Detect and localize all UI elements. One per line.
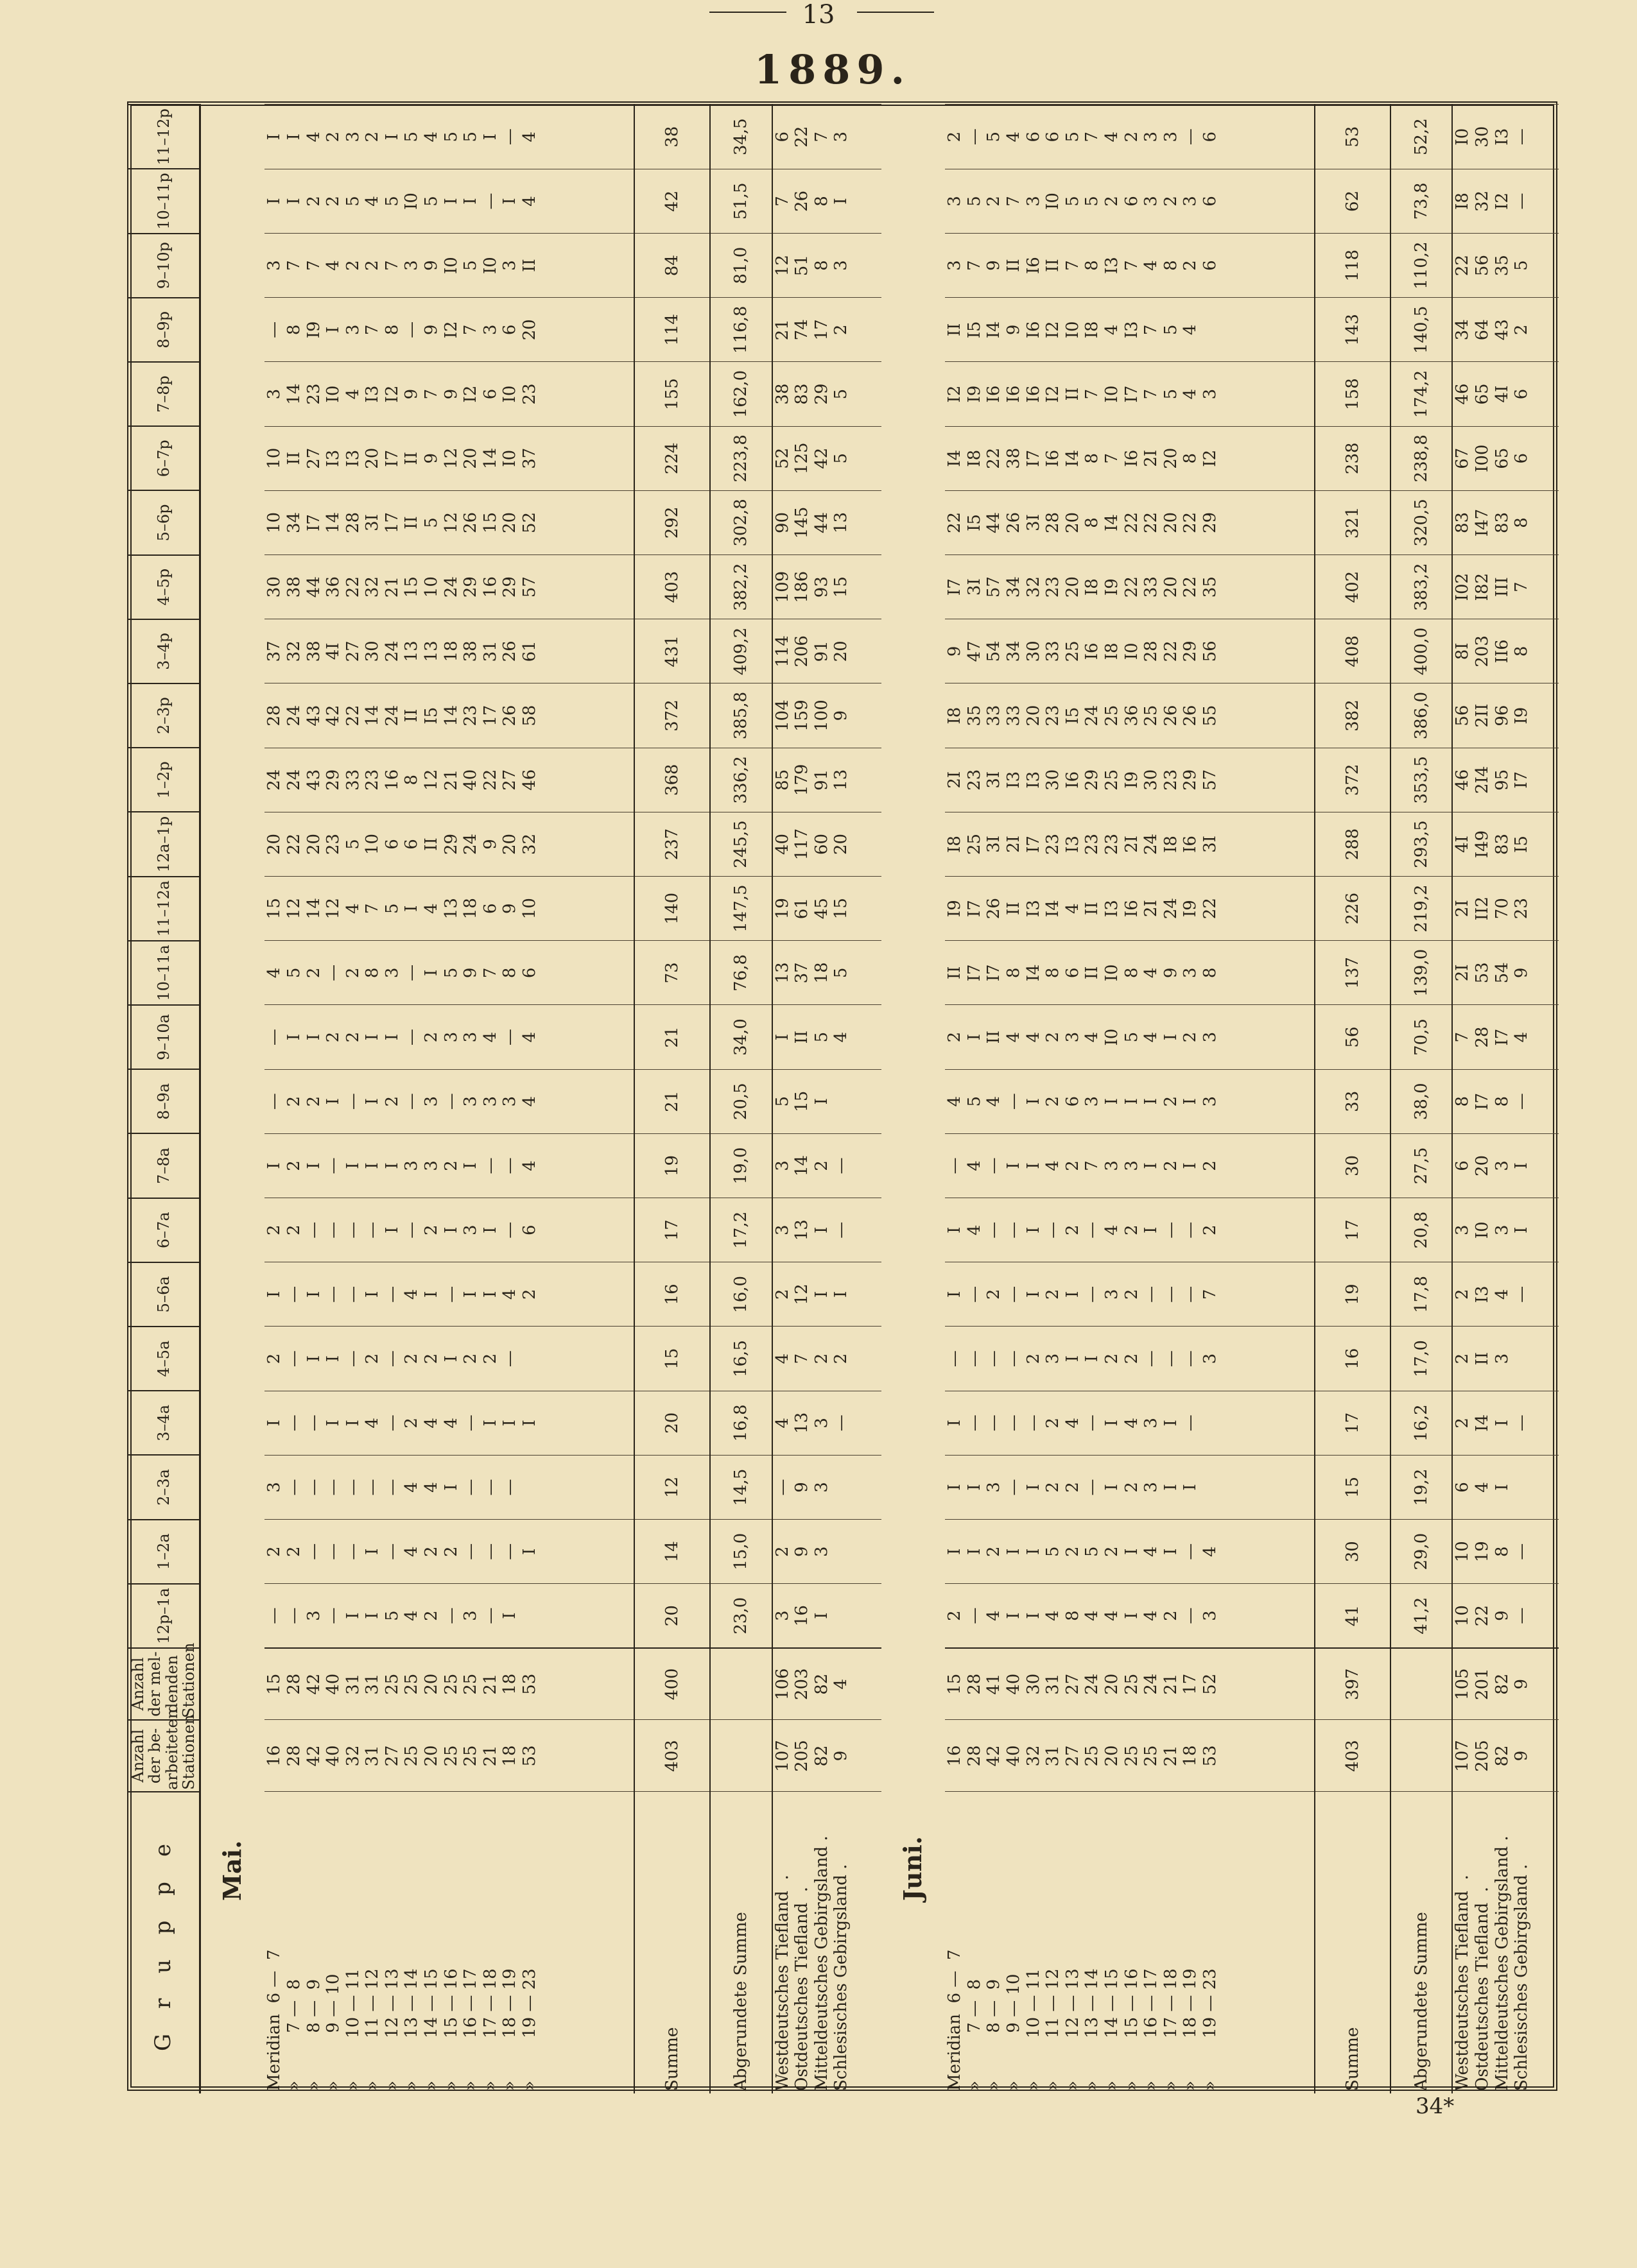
region-hour-column: 4 7 2 2	[772, 1327, 881, 1391]
region-hour-column: 4 13 3 —	[772, 1391, 881, 1455]
hourly-count-column: 3 14 23 I0 4 I3 I2 9 7 9 I2 6 I0 23	[264, 362, 634, 426]
region-hour-column: 13 37 18 5	[772, 941, 881, 1005]
sum-hour-cell: 62	[1315, 169, 1390, 233]
sum-stations-reporting: 400	[634, 1648, 710, 1720]
region-hour-column: 7 28 I7 4	[1452, 1005, 1559, 1069]
rounded-sum-cell: 17,8	[1390, 1262, 1453, 1327]
rounded-empty	[710, 1648, 772, 1720]
header-hour: 9–10p	[128, 234, 200, 298]
month-title: Mai.	[218, 1840, 247, 1901]
sum-hour-cell: 17	[1315, 1391, 1390, 1455]
region-hour-column: 6 4 I	[1452, 1455, 1559, 1519]
sum-stations-processed: 403	[1315, 1720, 1390, 1792]
header-stations-reporting: Anzahl der mel- denden Stationen	[128, 1648, 200, 1720]
hourly-count-column: 2 I II 4 4 2 3 4 I0 5 4 I 2 3	[945, 1005, 1315, 1069]
rounded-sum-cell: 29,0	[1390, 1520, 1453, 1584]
rounded-sum-cell: 14,5	[710, 1455, 772, 1519]
rounded-sum-cell: 174,2	[1390, 362, 1453, 426]
region-hour-column: 3 16 I	[772, 1584, 881, 1648]
region-stations-processed: 107 205 82 9	[1452, 1720, 1559, 1792]
region-hour-column: 2 9 3	[772, 1520, 881, 1584]
stations-reporting-column: 15 28 41 40 30 31 27 24 20 25 24 21 17 52	[945, 1648, 1315, 1720]
region-hour-column: 2 II 3	[1452, 1327, 1559, 1391]
rounded-sum-cell: 116,8	[710, 298, 772, 362]
hourly-count-column: 9 47 54 34 30 33 25 I6 I8 I0 28 22 29 56	[945, 619, 1315, 683]
header-hour: 2–3a	[128, 1455, 200, 1519]
rounded-sum-cell: 16,5	[710, 1327, 772, 1391]
hourly-count-column: I I 4 2 3 2 I 5 4 5 5 I — 4	[264, 105, 634, 169]
header-hour: 11–12p	[128, 105, 200, 169]
sum-hour-cell: 15	[634, 1327, 710, 1391]
hourly-count-column: 20 22 20 23 5 10 6 6 II 29 24 9 20 32	[264, 812, 634, 876]
rounded-sum-cell: 15,0	[710, 1520, 772, 1584]
sum-hour-cell: 118	[1315, 234, 1390, 298]
region-hour-column: 3 14 2 —	[772, 1133, 881, 1198]
meridian-group-labels: Meridian 6 — 7 » 7 — 8 » 8 — 9 » 9 — 10 » 10 — 11 » 11 — 12 » 12 — 13 » 13 — 14 » 14 — 15 » 15 — 16 » 16 — 17 » 17 — 18 » 18 — 19 » 19 — 23	[945, 1792, 1315, 2093]
sum-hour-cell: 226	[1315, 877, 1390, 941]
region-hour-column: 3 13 I —	[772, 1198, 881, 1262]
rounded-sum-cell: 336,2	[710, 748, 772, 812]
hourly-count-column: I — I — — I — 4 I — I I 4 2	[264, 1262, 634, 1327]
hourly-count-column: I 4 — — I — 2 — 4 2 I — — 2	[945, 1198, 1315, 1262]
sum-stations-processed: 403	[634, 1720, 710, 1792]
sum-hour-cell: 238	[1315, 426, 1390, 490]
sum-hour-cell: 84	[634, 234, 710, 298]
rounded-sum-cell: 245,5	[710, 812, 772, 876]
header-hour: 11–12a	[128, 877, 200, 941]
header-hour: 4–5p	[128, 555, 200, 619]
rounded-sum-cell: 383,2	[1390, 555, 1453, 619]
hourly-count-column: 22 I5 44 26 3I 28 20 8 I4 22 22 20 22 29	[945, 490, 1315, 554]
header-hour: 10–11a	[128, 941, 200, 1005]
page-number-rule-left	[709, 12, 786, 13]
rounded-sum-cell: 386,0	[1390, 683, 1453, 748]
rounded-sum-cell: 70,5	[1390, 1005, 1453, 1069]
region-hour-column: 4I I49 83 I5	[1452, 812, 1559, 876]
region-hour-column: 5 15 I	[772, 1069, 881, 1133]
rounded-sum-cell: 19,0	[710, 1133, 772, 1198]
sum-hour-cell: 53	[1315, 105, 1390, 169]
hourly-count-column: 24 24 43 29 33 23 16 8 12 21 40 22 27 46	[264, 748, 634, 812]
hourly-count-column: I7 3I 57 34 32 23 20 I8 I9 22 33 20 22 35	[945, 555, 1315, 619]
rounded-sum-cell: 382,2	[710, 555, 772, 619]
hourly-count-column: 10 34 I7 14 28 3I 17 II 5 12 26 15 20 52	[264, 490, 634, 554]
sum-hour-cell: 155	[634, 362, 710, 426]
header-hour: 2–3p	[128, 683, 200, 748]
sum-hour-cell: 292	[634, 490, 710, 554]
region-labels: Westdeutsches Tiefland . Ostdeutsches Tiefland . Mitteldeutsches Gebirgsland . Schlesisches Gebirgsland .	[772, 1792, 881, 2093]
sum-hour-cell: 41	[1315, 1584, 1390, 1648]
hourly-count-column: I — 2 — I 2 I — 3 2 — — — 7	[945, 1262, 1315, 1327]
rounded-sum-cell: 20,8	[1390, 1198, 1453, 1262]
sum-hour-cell: 42	[634, 169, 710, 233]
header-hour: 4–5a	[128, 1327, 200, 1391]
rounded-sum-label: Abgerundete Summe	[710, 1792, 772, 2093]
sum-label: Summe	[1315, 1792, 1390, 2093]
region-hour-column: 2I II2 70 23	[1452, 877, 1559, 941]
region-hour-column: 21 74 17 2	[772, 298, 881, 362]
sum-stations-reporting: 397	[1315, 1648, 1390, 1720]
rounded-sum-cell: 17,0	[1390, 1327, 1453, 1391]
page-number-rule-right	[857, 12, 934, 13]
rounded-sum-cell: 76,8	[710, 941, 772, 1005]
region-hour-column: I8 32 I2 —	[1452, 169, 1559, 233]
region-hour-column: 90 145 44 13	[772, 490, 881, 554]
rounded-sum-cell: 238,8	[1390, 426, 1453, 490]
rounded-empty	[710, 1720, 772, 1792]
region-hour-column: 114 206 91 20	[772, 619, 881, 683]
header-hour: 1–2a	[128, 1520, 200, 1584]
hourly-count-column: 3 5 2 7 3 I0 5 5 2 6 3 2 3 6	[945, 169, 1315, 233]
region-stations-processed: 107 205 82 9	[772, 1720, 881, 1792]
region-hour-column: 40 117 60 20	[772, 812, 881, 876]
rounded-sum-cell: 81,0	[710, 234, 772, 298]
sum-hour-cell: 143	[1315, 298, 1390, 362]
hourly-count-column: — I I 2 2 I I — 2 3 3 4 — 4	[264, 1005, 634, 1069]
sum-hour-cell: 21	[634, 1069, 710, 1133]
region-hour-column: 2 I3 4 —	[1452, 1262, 1559, 1327]
rounded-empty	[1390, 1720, 1453, 1792]
sum-hour-cell: 16	[634, 1262, 710, 1327]
header-hour: 1–2p	[128, 748, 200, 812]
region-hour-column: 19 61 45 15	[772, 877, 881, 941]
sum-hour-cell: 17	[634, 1198, 710, 1262]
hourly-count-column: — 8 I9 I 3 7 8 — 9 I2 7 3 6 20	[264, 298, 634, 362]
rounded-sum-cell: 16,8	[710, 1391, 772, 1455]
stations-reporting-column: 15 28 42 40 31 31 25 25 20 25 25 21 18 53	[264, 1648, 634, 1720]
region-hour-column: 8 I7 8 —	[1452, 1069, 1559, 1133]
header-hour: 7–8p	[128, 362, 200, 426]
region-hour-column: 12 51 8 3	[772, 234, 881, 298]
region-stations-reporting: 105 201 82 9	[1452, 1648, 1559, 1720]
rounded-sum-cell: 51,5	[710, 169, 772, 233]
header-hour: 3–4a	[128, 1391, 200, 1455]
hourly-count-column: I I 2 I I 5 2 5 2 I 4 I — 4	[945, 1520, 1315, 1584]
sum-hour-cell: 17	[1315, 1198, 1390, 1262]
rounded-sum-cell: 140,5	[1390, 298, 1453, 362]
region-hour-column: 2 12 I I	[772, 1262, 881, 1327]
region-hour-column: — 9 3	[772, 1455, 881, 1519]
sum-hour-cell: 158	[1315, 362, 1390, 426]
region-hour-column: 46 2I4 95 I7	[1452, 748, 1559, 812]
hourly-count-column: 15 12 14 12 4 7 5 I 4 13 18 6 9 10	[264, 877, 634, 941]
sum-hour-cell: 16	[1315, 1327, 1390, 1391]
hourly-count-column: 4 5 2 — 2 8 3 — I 5 9 7 8 6	[264, 941, 634, 1005]
region-hour-column: I02 I82 III 7	[1452, 555, 1559, 619]
rounded-sum-label: Abgerundete Summe	[1390, 1792, 1453, 2093]
region-hour-column: 2I 53 54 9	[1452, 941, 1559, 1005]
hourly-count-column: I4 I8 22 38 I7 I6 I4 8 7 I6 2I 20 8 I2	[945, 426, 1315, 490]
region-hour-column: 6 20 3 I	[1452, 1133, 1559, 1198]
hourly-count-column: I — — — — 2 4 — I 4 3 I —	[945, 1391, 1315, 1455]
region-hour-column: 22 56 35 5	[1452, 234, 1559, 298]
header-hour: 6–7p	[128, 426, 200, 490]
sum-hour-cell: 38	[634, 105, 710, 169]
rounded-sum-cell: 162,0	[710, 362, 772, 426]
sum-hour-cell: 140	[634, 877, 710, 941]
region-stations-reporting: 106 203 82 4	[772, 1648, 881, 1720]
rotated-table-container	[128, 104, 1559, 2093]
sum-hour-cell: 237	[634, 812, 710, 876]
sum-hour-cell: 19	[634, 1133, 710, 1198]
header-hour: 8–9a	[128, 1069, 200, 1133]
sum-hour-cell: 73	[634, 941, 710, 1005]
month-title: Juni.	[898, 1836, 928, 1901]
rounded-sum-cell: 293,5	[1390, 812, 1453, 876]
header-hour: 9–10a	[128, 1005, 200, 1069]
page-number: 13	[802, 0, 835, 30]
rounded-sum-cell: 34,0	[710, 1005, 772, 1069]
sum-hour-cell: 30	[1315, 1520, 1390, 1584]
page-footnote: 34*	[1416, 2093, 1455, 2119]
header-hour: 5–6a	[128, 1262, 200, 1327]
hourly-count-column: II I7 I7 8 I4 8 6 II I0 8 4 9 3 8	[945, 941, 1315, 1005]
rounded-sum-cell: 219,2	[1390, 877, 1453, 941]
hourly-count-column: 4 5 4 — I 2 6 3 I I I 2 I 3	[945, 1069, 1315, 1133]
hourly-count-column: 3 7 7 4 2 2 7 3 9 I0 5 I0 3 II	[264, 234, 634, 298]
region-hour-column: I II 5 4	[772, 1005, 881, 1069]
rounded-sum-cell: 23,0	[710, 1584, 772, 1648]
sum-hour-cell: 19	[1315, 1262, 1390, 1327]
rounded-sum-cell: 52,2	[1390, 105, 1453, 169]
header-hour: 6–7a	[128, 1198, 200, 1262]
rounded-sum-cell: 17,2	[710, 1198, 772, 1262]
header-hour: 10–11p	[128, 169, 200, 233]
sum-hour-cell: 56	[1315, 1005, 1390, 1069]
region-labels: Westdeutsches Tiefland . Ostdeutsches Tiefland . Mitteldeutsches Gebirgsland . Schlesisches Gebirgsland .	[1452, 1792, 1559, 2093]
rounded-sum-cell: 19,2	[1390, 1455, 1453, 1519]
sum-hour-cell: 12	[634, 1455, 710, 1519]
sum-hour-cell: 372	[1315, 748, 1390, 812]
hourly-count-column: 28 24 43 42 22 14 24 II I5 14 23 17 26 58	[264, 683, 634, 748]
sum-hour-cell: 402	[1315, 555, 1390, 619]
header-hour: 7–8a	[128, 1133, 200, 1198]
stations-processed-column: 16 28 42 40 32 31 27 25 20 25 25 21 18 53	[945, 1720, 1315, 1792]
hourly-count-column: — — 3 — I I 5 4 2 — 3 — I	[264, 1584, 634, 1648]
region-hour-column: 83 I47 83 8	[1452, 490, 1559, 554]
rounded-sum-cell: 73,8	[1390, 169, 1453, 233]
rounded-sum-cell: 320,5	[1390, 490, 1453, 554]
rounded-sum-cell: 20,5	[710, 1069, 772, 1133]
hourly-count-column: — 2 2 I — I 2 — 3 — 3 3 3 4	[264, 1069, 634, 1133]
rounded-sum-cell: 409,2	[710, 619, 772, 683]
rounded-sum-cell: 139,0	[1390, 941, 1453, 1005]
hourly-count-column: 37 32 38 4I 27 30 24 13 13 18 38 31 26 61	[264, 619, 634, 683]
header-group: G r u p p e	[128, 1792, 200, 2093]
sum-hour-cell: 137	[1315, 941, 1390, 1005]
sum-hour-cell: 372	[634, 683, 710, 748]
region-hour-column: 67 I00 65 6	[1452, 426, 1559, 490]
region-hour-column: 10 22 9 —	[1452, 1584, 1559, 1648]
hourly-count-column: 10 II 27 I3 I3 20 I7 II 9 12 20 14 I0 37	[264, 426, 634, 490]
header-hour: 12a–1p	[128, 812, 200, 876]
hourly-count-column: I I 2 2 5 4 5 I0 5 I I — I 4	[264, 169, 634, 233]
thunderstorm-hourly-table	[128, 104, 1559, 2093]
rounded-sum-cell: 302,8	[710, 490, 772, 554]
sum-hour-cell: 408	[1315, 619, 1390, 683]
rounded-empty	[1390, 1648, 1453, 1720]
hourly-count-column: I8 25 3I 2I I7 23 I3 23 23 2I 24 I8 I6 3I	[945, 812, 1315, 876]
rounded-sum-cell: 353,5	[1390, 748, 1453, 812]
sum-hour-cell: 20	[634, 1391, 710, 1455]
sum-hour-cell: 14	[634, 1520, 710, 1584]
rounded-sum-cell: 41,2	[1390, 1584, 1453, 1648]
sum-hour-cell: 20	[634, 1584, 710, 1648]
sum-hour-cell: 224	[634, 426, 710, 490]
sum-hour-cell: 321	[1315, 490, 1390, 554]
sum-hour-cell: 288	[1315, 812, 1390, 876]
hourly-count-column: I I 3 — I 2 2 — I 2 3 I I	[945, 1455, 1315, 1519]
hourly-count-column: 2I 23 3I I3 I3 30 I6 29 25 I9 30 23 29 57	[945, 748, 1315, 812]
hourly-count-column: 3 — — — — — — 4 4 I — — —	[264, 1455, 634, 1519]
region-hour-column: 2 I4 I —	[1452, 1391, 1559, 1455]
header-hour: 12p–1a	[128, 1584, 200, 1648]
header-hour: 3–4p	[128, 619, 200, 683]
hourly-count-column: I8 35 33 33 20 23 I5 24 25 36 25 26 26 55	[945, 683, 1315, 748]
hourly-count-column: I — — I I 4 — 2 4 4 — I I I	[264, 1391, 634, 1455]
hourly-count-column: 2 — 4 I I 4 8 4 4 I 4 2 — 3	[945, 1584, 1315, 1648]
hourly-count-column: 30 38 44 36 22 32 21 15 10 24 29 16 29 57	[264, 555, 634, 619]
sum-hour-cell: 114	[634, 298, 710, 362]
region-hour-column: 85 179 91 13	[772, 748, 881, 812]
region-hour-column: 3 I0 3 I	[1452, 1198, 1559, 1262]
sum-hour-cell: 30	[1315, 1133, 1390, 1198]
hourly-count-column: 2 — 5 4 6 6 5 7 4 2 3 3 — 6	[945, 105, 1315, 169]
rounded-sum-cell: 16,2	[1390, 1391, 1453, 1455]
sum-hour-cell: 21	[634, 1005, 710, 1069]
region-hour-column: 10 19 8 —	[1452, 1520, 1559, 1584]
rounded-sum-cell: 400,0	[1390, 619, 1453, 683]
sum-label: Summe	[634, 1792, 710, 2093]
hourly-count-column: 3 7 9 II I6 II 7 8 I3 7 4 8 2 6	[945, 234, 1315, 298]
region-hour-column: 52 125 42 5	[772, 426, 881, 490]
hourly-count-column: — — — — 2 3 I I 2 2 — — — 3	[945, 1327, 1315, 1391]
hourly-count-column: I9 I7 26 II I3 I4 4 II I3 I6 2I 24 I9 22	[945, 877, 1315, 941]
region-hour-column: 38 83 29 5	[772, 362, 881, 426]
hourly-count-column: II I5 I4 9 I6 I2 I0 I8 4 I3 7 5 4	[945, 298, 1315, 362]
page-title-year: 1889.	[754, 46, 912, 93]
hourly-count-column: I 2 I — I I I 3 3 2 I — — 4	[264, 1133, 634, 1198]
header-hour: 5–6p	[128, 490, 200, 554]
sum-hour-cell: 15	[1315, 1455, 1390, 1519]
region-hour-column: I0 30 I3 —	[1452, 105, 1559, 169]
hourly-count-column: — 4 — I I 4 2 7 3 3 I 2 I 2	[945, 1133, 1315, 1198]
rounded-sum-cell: 38,0	[1390, 1069, 1453, 1133]
region-hour-column: 109 186 93 15	[772, 555, 881, 619]
sum-hour-cell: 382	[1315, 683, 1390, 748]
rounded-sum-cell: 110,2	[1390, 234, 1453, 298]
hourly-count-column: 2 2 — — — I — 4 2 2 — — — I	[264, 1520, 634, 1584]
header-stations-processed: Anzahl der be- arbeiteten Stationen	[128, 1720, 200, 1792]
hourly-count-column: I2 I9 I6 I6 I6 I2 II 7 I0 I7 7 5 4 3	[945, 362, 1315, 426]
hourly-count-column: 2 2 — — — — I — 2 I 3 I — 6	[264, 1198, 634, 1262]
hourly-count-column: 2 — I I — 2 — 2 2 I 2 2 —	[264, 1327, 634, 1391]
region-hour-column: 6 22 7 3	[772, 105, 881, 169]
region-hour-column: 8I 203 II6 8	[1452, 619, 1559, 683]
rounded-sum-cell: 385,8	[710, 683, 772, 748]
rounded-sum-cell: 34,5	[710, 105, 772, 169]
rounded-sum-cell: 16,0	[710, 1262, 772, 1327]
header-hour: 8–9p	[128, 298, 200, 362]
region-hour-column: 46 65 4I 6	[1452, 362, 1559, 426]
region-hour-column: 34 64 43 2	[1452, 298, 1559, 362]
region-hour-column: 56 2II 96 I9	[1452, 683, 1559, 748]
sum-hour-cell: 403	[634, 555, 710, 619]
sum-hour-cell: 368	[634, 748, 710, 812]
rounded-sum-cell: 27,5	[1390, 1133, 1453, 1198]
region-hour-column: 7 26 8 I	[772, 169, 881, 233]
stations-processed-column: 16 28 42 40 32 31 27 25 20 25 25 21 18 53	[264, 1720, 634, 1792]
meridian-group-labels: Meridian 6 — 7 » 7 — 8 » 8 — 9 » 9 — 10 » 10 — 11 » 11 — 12 » 12 — 13 » 13 — 14 » 14 — 15 » 15 — 16 » 16 — 17 » 17 — 18 » 18 — 19 » 19 — 23	[264, 1792, 634, 2093]
region-hour-column: 104 159 100 9	[772, 683, 881, 748]
rounded-sum-cell: 147,5	[710, 877, 772, 941]
rounded-sum-cell: 223,8	[710, 426, 772, 490]
sum-hour-cell: 431	[634, 619, 710, 683]
sum-hour-cell: 33	[1315, 1069, 1390, 1133]
